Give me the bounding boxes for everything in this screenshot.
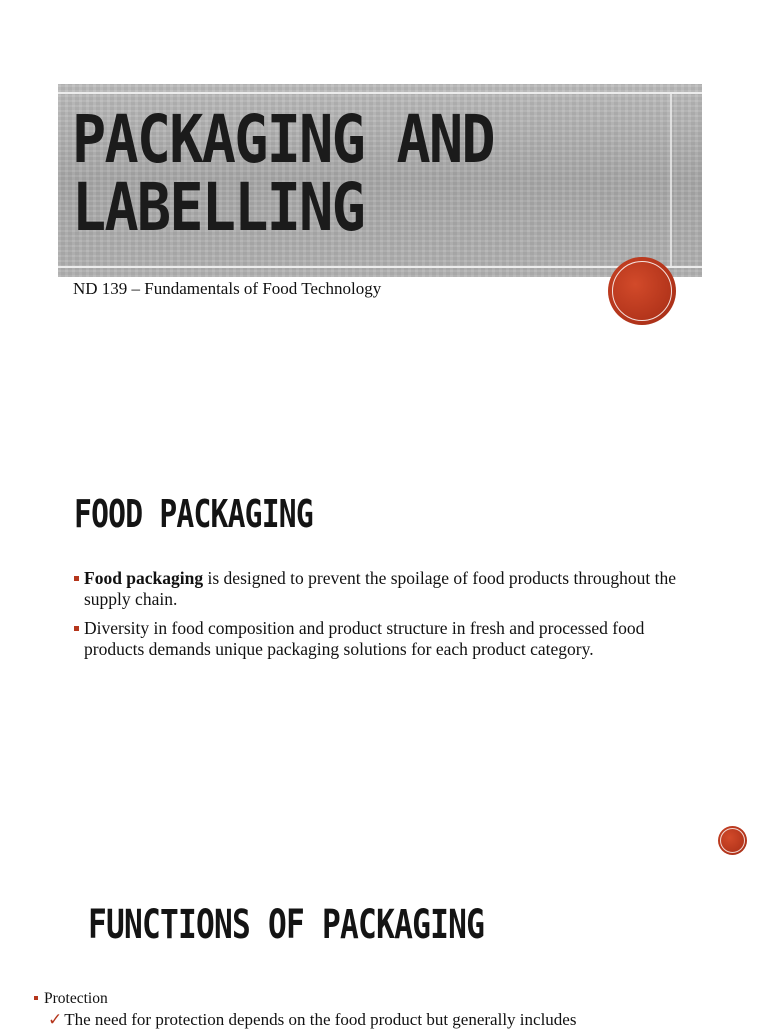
slide-heading: FOOD PACKAGING: [74, 492, 313, 536]
decorative-circle-icon: [718, 826, 747, 855]
sub-bullet-item: [48, 1010, 576, 1030]
title-line-1: PACKAGING AND: [72, 101, 494, 178]
bullet-text: Diversity in food composition and product structure in fresh and processed food products demands unique packaging solutions for each product category.: [84, 618, 645, 659]
bullet-item: [34, 989, 734, 1008]
bullet-list: [74, 568, 686, 668]
bullet-item: [74, 568, 686, 610]
bullet-text: Protection: [44, 990, 108, 1007]
square-bullet-icon: [74, 576, 79, 581]
square-bullet-icon: [74, 626, 79, 631]
banner-top-rule: [58, 92, 702, 94]
sub-bullet-text: The need for protection depends on the food product but generally includes: [64, 1010, 577, 1029]
checkmark-icon: ✓: [48, 1010, 63, 1029]
banner-bottom-rule: [58, 266, 702, 268]
functions-slide: [0, 880, 768, 1029]
square-bullet-icon: [34, 996, 38, 1000]
decorative-circle-icon: [608, 257, 676, 325]
title-line-2: LABELLING: [72, 169, 365, 246]
bullet-text: is designed to prevent the spoilage of food products throughout the supply chain.: [84, 568, 677, 609]
bullet-bold-term: Food packaging: [84, 568, 204, 588]
bullet-item: [74, 618, 686, 660]
food-packaging-slide: [0, 470, 768, 860]
slide-subtitle: ND 139 – Fundamentals of Food Technology: [73, 279, 382, 298]
slide-title: [72, 101, 494, 246]
slide-heading: FUNCTIONS OF PACKAGING: [88, 902, 485, 948]
title-banner: [58, 84, 702, 277]
banner-vertical-rule: [670, 92, 672, 268]
title-slide: [0, 0, 768, 390]
